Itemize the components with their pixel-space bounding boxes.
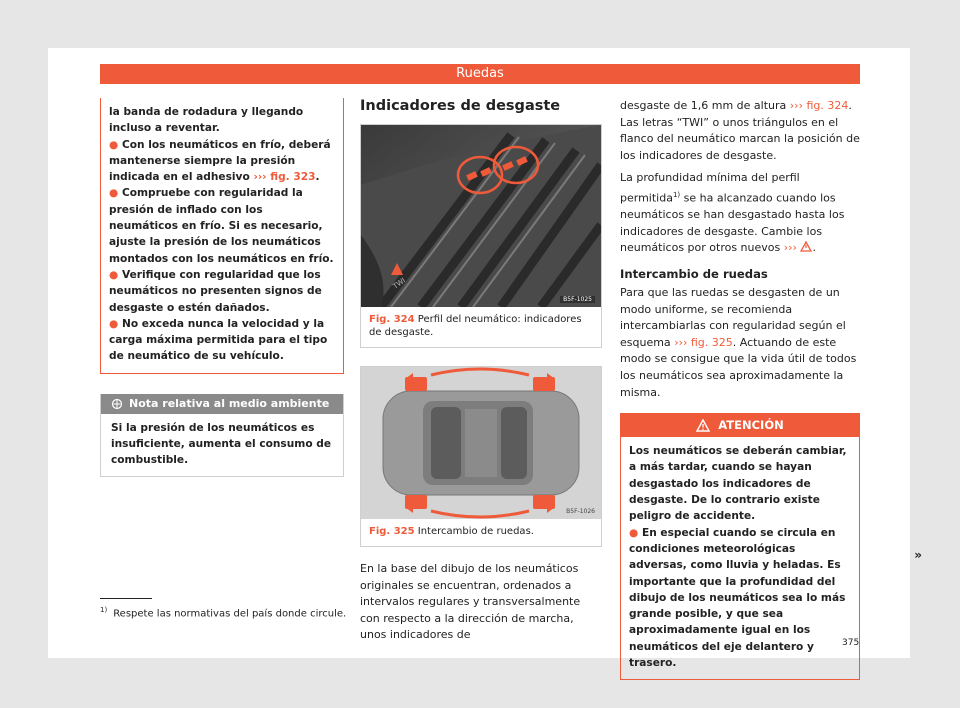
bullet-icon: ● [109,138,119,151]
body-paragraph: En la base del dibujo de los neumáticos originales se encuentran, ordenados a intervalos regulares y transversalmente con respecto a la dirección de marcha, unos indicadores de [360,562,581,642]
warning-triangle-icon [800,241,812,252]
twi-marking: TWI [391,276,408,291]
bullet-item: ● Verifique con regularidad que los neumáticos no presenten signos de desgaste o estén dañados. [109,268,322,314]
warning-title: ATENCIÓN [718,418,784,433]
warning-box [620,413,860,680]
warning-header [621,413,859,437]
figure-label: Fig. 325 [369,526,415,537]
body-paragraph: Para que las ruedas se desgasten de un modo uniforme, se recomienda intercambiarlas con regularidad según el esquema ››› fig. 325. Actuando de este modo se consigue que la vida útil de todos los neumáticos sea aproximadamente la misma. [620,286,857,399]
bullet-icon: ● [109,268,119,281]
warning-triangle-icon [696,419,710,432]
figure-325 [360,366,602,547]
body-paragraph: desgaste de 1,6 mm de altura ››› fig. 324. Las letras “TWI” o unos triángulos en el flanco del neumático marcan la posición de los indicadores de desgaste. [620,99,860,162]
intro-text: la banda de rodadura y llegando incluso a reventar. [109,106,304,135]
warning-intro: Los neumáticos se deberán cambiar, a más tardar, cuando se hayan desgastado los indicadores de desgaste. De lo contrario existe peligro de accidente. [629,445,847,523]
figure-label: Fig. 324 [369,314,415,325]
continue-chevron-icon: » [914,548,922,562]
section-title: Indicadores de desgaste [360,98,561,114]
chapter-header [100,64,860,84]
footnote-text: Respete las normativas del país donde circule. [113,608,347,620]
wheel-rotation-image [361,367,601,519]
bullet-item: ● Compruebe con regularidad la presión de inflado con los neumáticos en frío. Si es necesario, ajuste la presión de los neumáticos montados con los neumáticos en frío. [109,187,334,265]
figure-reference-link[interactable]: ››› fig. 325 [674,335,733,349]
footnote-marker: 1) [672,190,681,199]
bullet-item: ● No exceda nunca la velocidad y la carga máxima permitida para el tipo de neumático de su vehículo. [109,317,328,363]
column-right [620,98,860,680]
bullet-icon: ● [109,187,119,200]
bullet-icon: ● [629,526,639,539]
environment-note-header [101,394,343,414]
column-left [100,98,344,477]
footnote [100,606,346,619]
environment-note-title: Nota relativa al medio ambiente [129,396,330,410]
leaf-icon [111,398,123,410]
tyre-tread-illustration [361,125,601,307]
figure-reference-link[interactable]: ››› fig. 324 [789,99,849,112]
page-number: 375 [842,638,860,648]
environment-note-box [100,394,344,477]
figure-caption [361,307,601,347]
environment-note-body: Si la presión de los neumáticos es insuficiente, aumenta el consumo de combustible. [111,421,332,466]
warning-body [621,437,859,679]
figure-code: B5F-1025 [560,296,595,303]
footnote-marker: 1) [100,606,108,614]
subsection-title: Intercambio de ruedas [620,267,768,281]
wheel-rotation-diagram [361,367,601,519]
figure-reference-link[interactable]: ››› fig. 323 [253,171,316,184]
body-paragraph: La profundidad mínima del perfil permitida$^{1)}$ se ha alcanzado cuando los neumáticos se han desgastado hasta los indicadores de desgaste. Cambie los neumáticos por otros nuevos ››› . [620,171,845,255]
bullet-item: ● En especial cuando se circula en condiciones meteorológicas adversas, como lluvia y heladas. Es importante que la profundidad del dibujo de los neumáticos sea lo más grande posible, y que sea aproximadamente igual en los neumáticos del eje delantero y trasero. [629,526,846,670]
warning-reference-link[interactable]: ››› [783,241,797,255]
figure-324 [360,124,602,348]
tyre-tread-image [361,125,601,307]
figure-caption-text: Perfil del neumático: indicadores de desgaste. [369,314,582,338]
bullet-item: ● Con los neumáticos en frío, deberá mantenerse siempre la presión indicada en el adhesivo ››› fig. 323. [109,138,331,184]
figure-caption [361,519,601,546]
figure-code: B5F-1026 [566,508,595,515]
figure-caption-text: Intercambio de ruedas. [417,526,534,537]
chapter-title: Ruedas [456,66,504,81]
warning-continuation-box [100,98,344,374]
footnote-divider [100,598,152,599]
column-middle [360,98,602,644]
bullet-icon: ● [109,317,119,330]
